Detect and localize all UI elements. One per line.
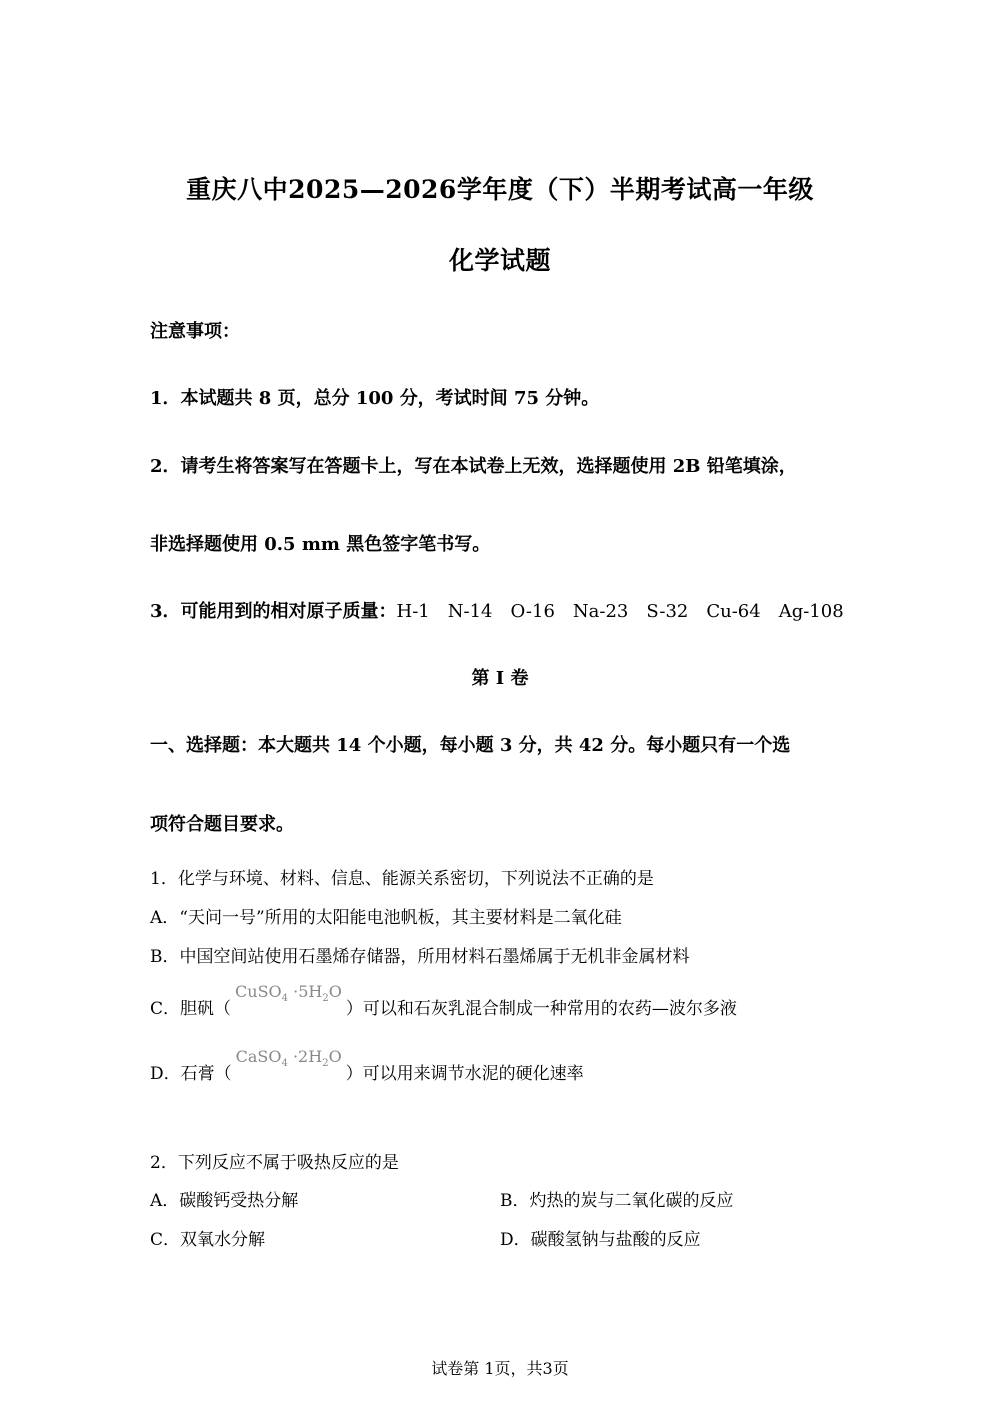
notice-item-2: 2．请考生将答案写在答题卡上，写在本试卷上无效，选择题使用 2B 铅笔填涂， — [150, 456, 797, 477]
section-heading-continued: 项符合题目要求。 — [150, 814, 294, 835]
question-1-option-b: B．中国空间站使用石墨烯存储器，所用材料石墨烯属于无机非金属材料 — [150, 947, 690, 967]
option-d-prefix: D．石膏（ — [150, 1064, 232, 1084]
notice-item-1: 1．本试题共 8 页，总分 100 分，考试时间 75 分钟。 — [150, 388, 600, 409]
question-2-option-d: D．碳酸氢钠与盐酸的反应 — [500, 1230, 701, 1250]
question-2-option-c: C．双氧水分解 — [150, 1230, 266, 1250]
formula-caso4: CaSO$_4$ $\cdot 2H_2O$ — [235, 1047, 342, 1070]
atomic-masses: H-1 N-14 O-16 Na-23 S-32 Cu-64 Ag-108 — [396, 601, 844, 622]
question-1-option-c — [150, 982, 737, 1021]
exam-title: 重庆八中2025—2026学年度（下）半期考试高一年级 — [186, 175, 814, 204]
exam-subject-title: 化学试题 — [448, 246, 551, 275]
notice-item-2-continued: 非选择题使用 0.5 mm 黑色签字笔书写。 — [150, 534, 491, 555]
question-1-option-d — [150, 1047, 584, 1086]
page-footer: 试卷第 1页，共3页 — [431, 1359, 569, 1378]
option-c-prefix: C．胆矾（ — [150, 999, 232, 1019]
question-2-option-a: A．碳酸钙受热分解 — [150, 1191, 299, 1211]
section-heading: 一、选择题：本大题共 14 个小题，每小题 3 分，共 42 分。每小题只有一个选 — [150, 735, 791, 756]
option-d-suffix: ）可以用来调节水泥的硬化速率 — [345, 1064, 584, 1084]
question-2-option-b: B．灼热的炭与二氧化碳的反应 — [500, 1191, 734, 1211]
formula-cuso4: CuSO$_4$ $\cdot 5H_2O$ — [235, 982, 342, 1005]
volume-heading: 第 I 卷 — [471, 668, 529, 689]
option-c-suffix: ）可以和石灰乳混合制成一种常用的农药—波尔多液 — [345, 999, 737, 1019]
notice-item-3 — [150, 597, 844, 623]
notice-heading: 注意事项： — [150, 321, 240, 342]
question-2-stem: 2．下列反应不属于吸热反应的是 — [150, 1153, 399, 1173]
question-1-option-a: A．“天问一号”所用的太阳能电池帆板，其主要材料是二氧化硅 — [150, 908, 622, 928]
question-1-stem: 1．化学与环境、材料、信息、能源关系密切，下列说法不正确的是 — [150, 869, 654, 889]
notice-item-3-label: 3．可能用到的相对原子质量： — [150, 601, 397, 622]
